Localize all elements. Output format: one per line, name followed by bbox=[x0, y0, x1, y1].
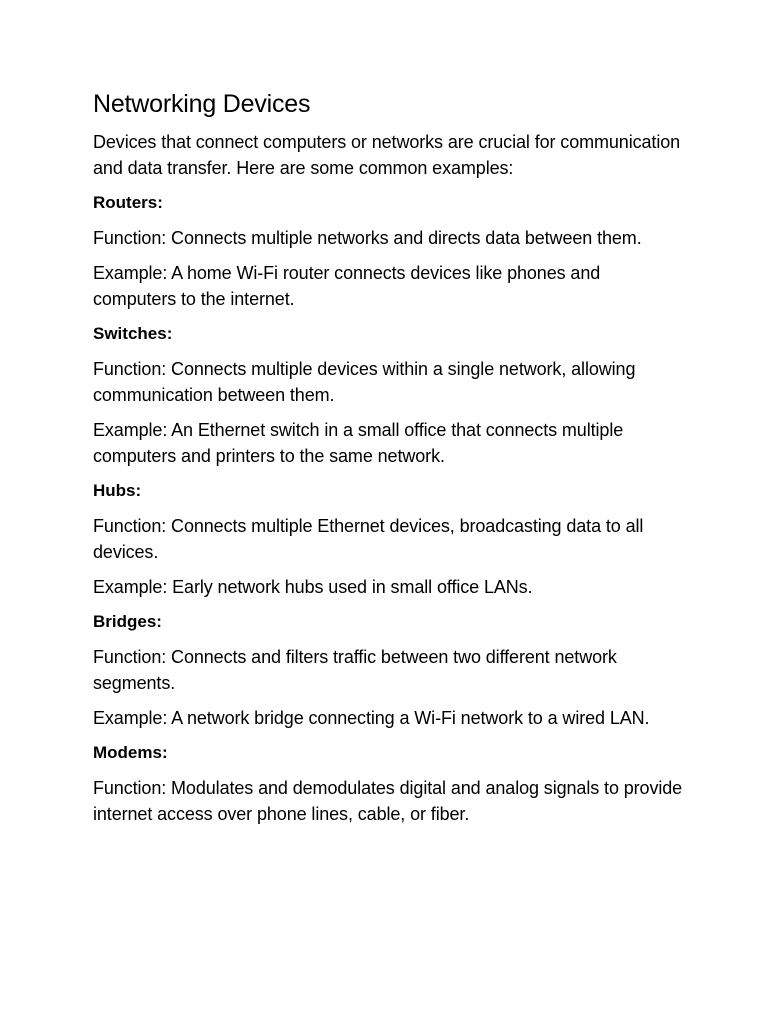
section-heading: Modems: bbox=[93, 743, 168, 762]
section-heading: Hubs: bbox=[93, 481, 142, 500]
section-hubs bbox=[93, 478, 683, 600]
function-paragraph: Function: Modulates and demodulates digital and analog signals to provide internet access over phone lines, cable, or fiber. bbox=[93, 778, 683, 824]
function-paragraph: Function: Connects and filters traffic between two different network segments. bbox=[93, 647, 617, 693]
section-heading: Switches: bbox=[93, 324, 173, 343]
example-paragraph: Example: An Ethernet switch in a small office that connects multiple computers and printers to the same network. bbox=[93, 420, 624, 466]
example-paragraph: Example: A network bridge connecting a Wi-Fi network to a wired LAN. bbox=[93, 708, 650, 728]
example-paragraph: Example: A home Wi-Fi router connects devices like phones and computers to the internet. bbox=[93, 263, 601, 309]
section-bridges bbox=[93, 609, 683, 731]
document-title: Networking Devices bbox=[93, 90, 311, 118]
document-page bbox=[93, 88, 683, 836]
function-paragraph: Function: Connects multiple Ethernet devices, broadcasting data to all devices. bbox=[93, 516, 644, 562]
section-modems bbox=[93, 740, 683, 827]
function-paragraph: Function: Connects multiple devices within a single network, allowing communication between them. bbox=[93, 359, 636, 405]
section-switches bbox=[93, 321, 683, 469]
section-routers bbox=[93, 190, 683, 312]
section-heading: Routers: bbox=[93, 193, 163, 212]
section-heading: Bridges: bbox=[93, 612, 162, 631]
intro-paragraph: Devices that connect computers or networks are crucial for communication and data transfer. Here are some common examples: bbox=[93, 132, 681, 178]
function-paragraph: Function: Connects multiple networks and directs data between them. bbox=[93, 228, 642, 248]
example-paragraph: Example: Early network hubs used in small office LANs. bbox=[93, 577, 533, 597]
